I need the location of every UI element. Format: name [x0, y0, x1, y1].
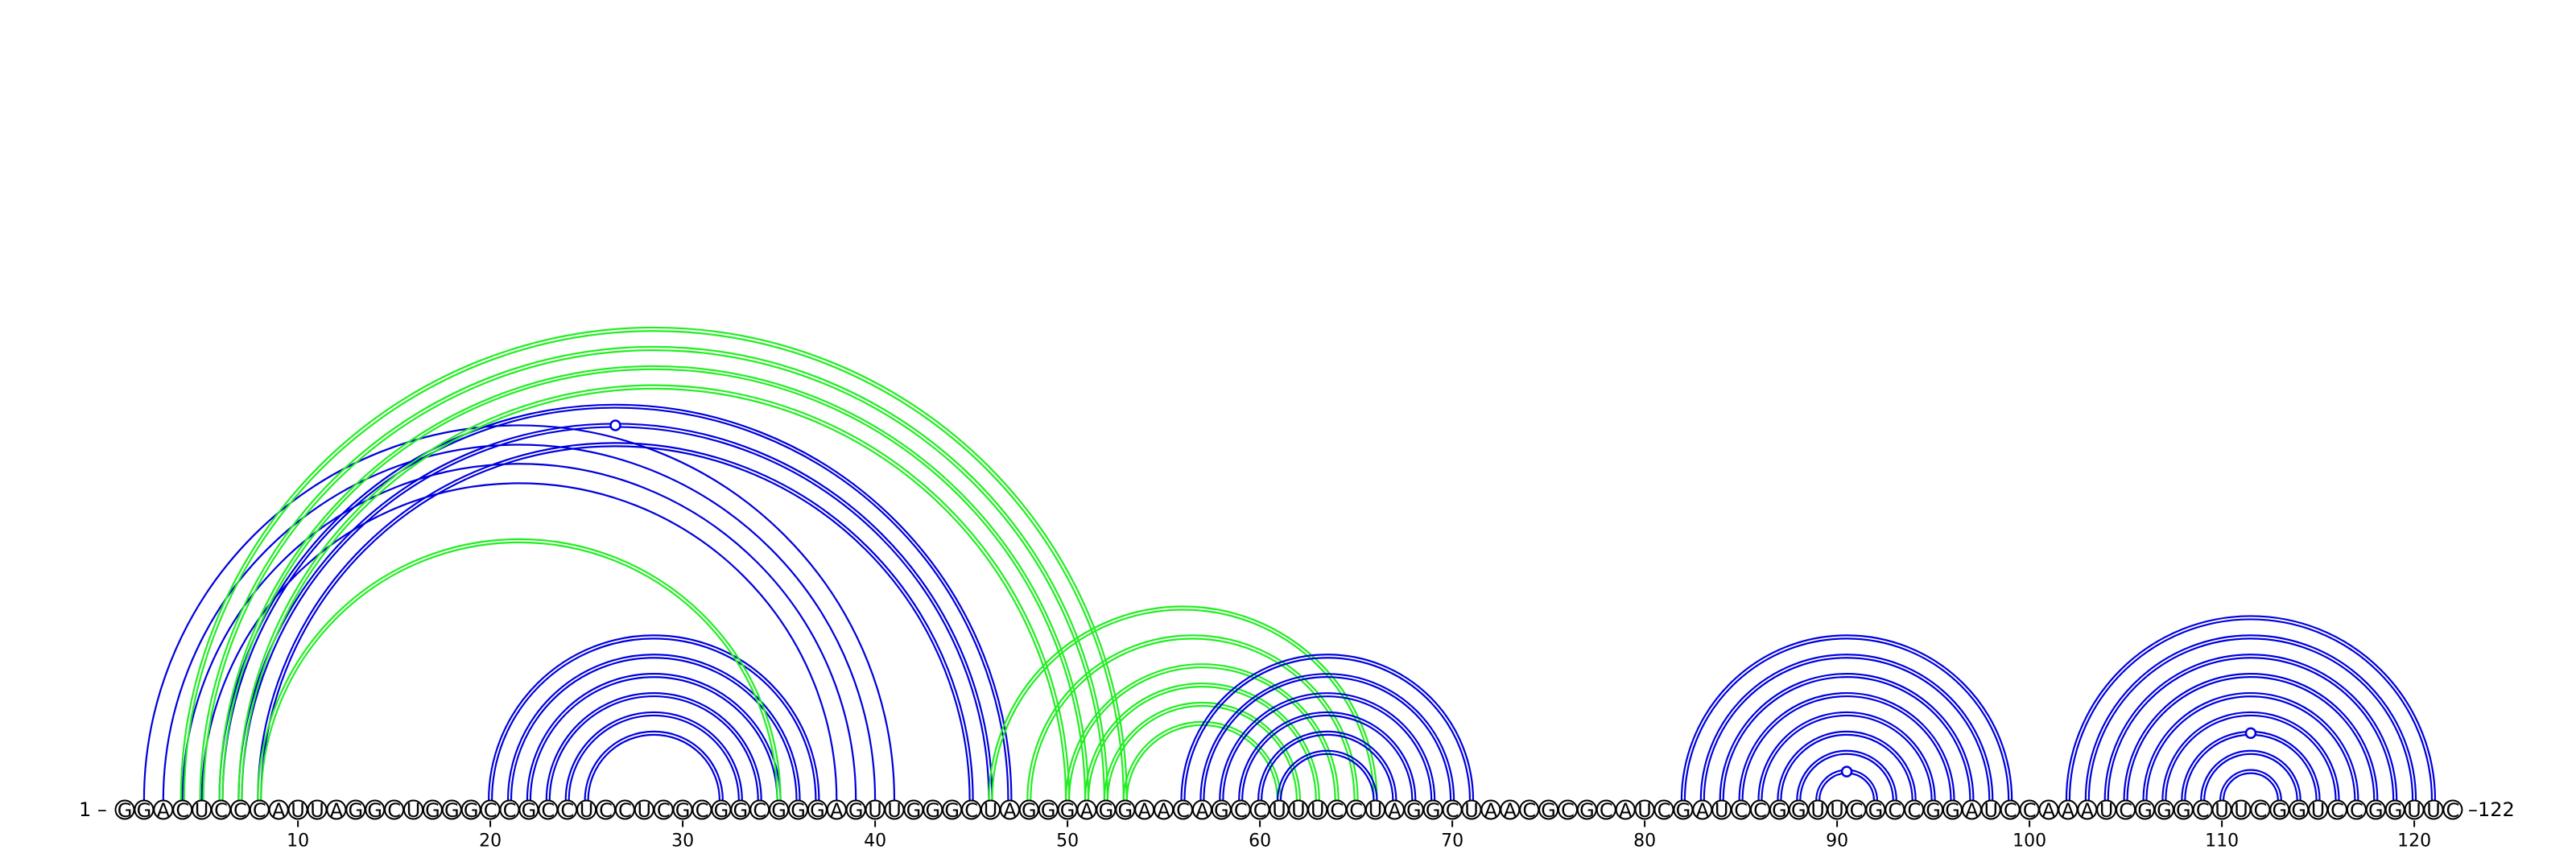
nucleotide-34 — [750, 799, 769, 822]
nucleotide-97 — [1963, 799, 1981, 822]
nucleotide-112 — [2251, 799, 2269, 822]
nucleotide-letter: U — [1311, 799, 1325, 822]
base-pair-arc-109-114 — [2201, 751, 2301, 801]
nucleotide-letter: C — [214, 799, 228, 822]
nucleotide-letter: C — [599, 799, 613, 822]
nucleotide-98 — [1982, 799, 2000, 822]
nucleotide-letter: G — [521, 799, 537, 822]
nucleotide-letter: G — [136, 799, 152, 822]
base-pair-arc-53-61 — [1127, 725, 1278, 801]
tick-label-90: 90 — [1826, 831, 1849, 852]
nucleotide-letter: G — [117, 799, 133, 822]
nucleotide-letter: U — [1291, 799, 1306, 822]
nucleotide-96 — [1943, 799, 1962, 822]
nucleotide-letter: U — [2234, 799, 2248, 822]
base-pair-arc-53-61 — [1124, 722, 1281, 801]
nucleotide-50 — [1059, 799, 1077, 822]
nucleotide-letter: U — [2426, 799, 2441, 822]
nucleotide-7 — [231, 799, 250, 822]
nucleotide-45 — [962, 799, 980, 822]
tick-label-80: 80 — [1633, 831, 1657, 852]
nucleotide-36 — [789, 799, 807, 822]
nucleotide-39 — [847, 799, 865, 822]
nucleotide-letter: G — [713, 799, 729, 822]
nucleotide-letter: U — [2099, 799, 2114, 822]
nucleotide-letter: C — [2022, 799, 2037, 822]
nucleotide-letter: A — [1618, 799, 1633, 822]
nucleotide-letter: G — [675, 799, 691, 822]
nucleotide-48 — [1020, 799, 1038, 822]
nucleotide-letter: C — [2003, 799, 2017, 822]
nucleotide-85 — [1732, 799, 1750, 822]
nucleotide-letter: C — [1253, 799, 1267, 822]
nucleotide-110 — [2213, 799, 2231, 822]
nucleotide-letter: G — [1945, 799, 1960, 822]
nucleotide-letter: G — [367, 799, 383, 822]
nucleotide-letter: G — [1059, 799, 1075, 822]
nucleotide-letter: A — [1695, 799, 1710, 822]
nucleotide-letter: U — [2310, 799, 2326, 822]
nucleotide-40 — [866, 799, 885, 822]
nucleotide-letter: A — [1503, 799, 1517, 822]
nucleotide-25 — [577, 799, 596, 822]
nucleotide-32 — [712, 799, 730, 822]
nucleotide-118 — [2367, 799, 2385, 822]
nucleotide-letter: C — [1599, 799, 1613, 822]
nucleotide-letter: G — [1040, 799, 1056, 822]
nucleotide-letter: C — [2446, 799, 2460, 822]
nucleotide-24 — [558, 799, 576, 822]
nucleotide-70 — [1443, 799, 1462, 822]
sequence-track — [116, 799, 2462, 822]
nucleotide-letter: C — [2195, 799, 2210, 822]
base-pair-arc-48-65 — [1030, 638, 1354, 800]
base-pair-arc-7-46 — [242, 427, 989, 800]
nucleotide-letter: C — [618, 799, 632, 822]
base-pair-arcs — [144, 328, 2435, 801]
nucleotide-100 — [2021, 799, 2039, 822]
nucleotide-20 — [481, 799, 500, 822]
nucleotide-letter: G — [1675, 799, 1691, 822]
nucleotide-letter: G — [906, 799, 922, 822]
nucleotide-102 — [2058, 799, 2077, 822]
nucleotide-89 — [1809, 799, 1827, 822]
nucleotide-61 — [1270, 799, 1289, 822]
nucleotide-letter: A — [1003, 799, 1017, 822]
nucleotide-99 — [2001, 799, 2020, 822]
nucleotide-92 — [1866, 799, 1885, 822]
nucleotide-26 — [597, 799, 615, 822]
nucleotide-letter: C — [175, 799, 190, 822]
nucleotide-letter: A — [1965, 799, 1979, 822]
nucleotide-13 — [346, 799, 365, 822]
tick-label-50: 50 — [1056, 831, 1080, 852]
nucleotide-93 — [1885, 799, 1904, 822]
nucleotide-69 — [1424, 799, 1443, 822]
nucleotide-letter: C — [2350, 799, 2363, 822]
nucleotide-letter: G — [1868, 799, 1884, 822]
nucleotide-letter: U — [2215, 799, 2229, 822]
nucleotide-letter: U — [310, 799, 324, 822]
nucleotide-23 — [539, 799, 557, 822]
nucleotide-letter: G — [1117, 799, 1133, 822]
nucleotide-letter: U — [887, 799, 902, 822]
nucleotide-letter: U — [1637, 799, 1652, 822]
nucleotide-8 — [250, 799, 269, 822]
nucleotide-letter: G — [1098, 799, 1114, 822]
nucleotide-88 — [1790, 799, 1808, 822]
nucleotide-71 — [1463, 799, 1481, 822]
nucleotide-letter: G — [733, 799, 749, 822]
nucleotide-28 — [635, 799, 654, 822]
nucleotide-letter: U — [1984, 799, 1999, 822]
nucleotide-letter: G — [771, 799, 786, 822]
base-pair-arc-24-33 — [569, 716, 739, 801]
nucleotide-letter: U — [983, 799, 998, 822]
nucleotide-letter: C — [387, 799, 401, 822]
nucleotide-letter: C — [1330, 799, 1344, 822]
nucleotide-19 — [462, 799, 481, 822]
base-pair-arc-86-95 — [1762, 716, 1932, 801]
nucleotide-letter: G — [848, 799, 864, 822]
nucleotide-54 — [1135, 799, 1154, 822]
nucleotide-letter: G — [810, 799, 825, 822]
nucleotide-2 — [134, 799, 153, 822]
nucleotide-letter: A — [1195, 799, 1209, 822]
nucleotide-21 — [501, 799, 519, 822]
nucleotide-56 — [1174, 799, 1192, 822]
nucleotide-49 — [1039, 799, 1058, 822]
nucleotide-letter: C — [1522, 799, 1537, 822]
nucleotide-letter: C — [1849, 799, 1864, 822]
base-pair-arc-109-114 — [2204, 754, 2297, 801]
nucleotide-letter: G — [1541, 799, 1556, 822]
nucleotide-letter: A — [271, 799, 286, 822]
nucleotide-65 — [1347, 799, 1365, 822]
nucleotide-116 — [2328, 799, 2347, 822]
nucleotide-17 — [423, 799, 442, 822]
nucleotide-letter: A — [329, 799, 344, 822]
nucleotide-94 — [1905, 799, 1923, 822]
nucleotide-letter: U — [1830, 799, 1844, 822]
nucleotide-letter: G — [2368, 799, 2384, 822]
nucleotide-55 — [1154, 799, 1173, 822]
noncanonical-pair-marker-108-115 — [2246, 728, 2256, 738]
nucleotide-letter: G — [2291, 799, 2307, 822]
nucleotide-109 — [2194, 799, 2212, 822]
nucleotide-104 — [2097, 799, 2116, 822]
nucleotide-6 — [212, 799, 230, 822]
nucleotide-103 — [2078, 799, 2096, 822]
nucleotide-86 — [1751, 799, 1769, 822]
nucleotide-75 — [1539, 799, 1558, 822]
nucleotide-107 — [2155, 799, 2174, 822]
noncanonical-pair-marker-89-92 — [1842, 767, 1852, 777]
nucleotide-letter: C — [233, 799, 247, 822]
nucleotide-letter: C — [252, 799, 266, 822]
nucleotide-37 — [808, 799, 827, 822]
nucleotide-letter: U — [194, 799, 209, 822]
nucleotide-87 — [1770, 799, 1789, 822]
nucleotide-95 — [1924, 799, 1942, 822]
base-pair-arc-23-34 — [547, 693, 762, 800]
sequence-start-label: 1 – — [79, 798, 107, 821]
nucleotide-letter: U — [2407, 799, 2421, 822]
nucleotide-letter: G — [425, 799, 440, 822]
nucleotide-letter: G — [2387, 799, 2403, 822]
nucleotide-77 — [1578, 799, 1596, 822]
tick-label-70: 70 — [1441, 831, 1464, 852]
nucleotide-letter: G — [791, 799, 806, 822]
nucleotide-46 — [981, 799, 1000, 822]
nucleotide-76 — [1558, 799, 1577, 822]
nucleotide-14 — [365, 799, 384, 822]
nucleotide-3 — [154, 799, 172, 822]
nucleotide-9 — [270, 799, 288, 822]
nucleotide-letter: G — [925, 799, 941, 822]
nucleotide-33 — [731, 799, 749, 822]
nucleotide-letter: G — [1579, 799, 1595, 822]
nucleotide-57 — [1193, 799, 1212, 822]
base-pair-arc-6-51 — [223, 369, 1086, 801]
base-pair-arc-24-33 — [566, 712, 742, 801]
nucleotide-letter: C — [1233, 799, 1248, 822]
tick-label-20: 20 — [479, 831, 502, 852]
base-pair-arc-110-113 — [2220, 770, 2281, 801]
nucleotide-82 — [1674, 799, 1692, 822]
nucleotide-letter: C — [541, 799, 555, 822]
nucleotide-73 — [1501, 799, 1519, 822]
nucleotide-letter: C — [1888, 799, 1902, 822]
base-pair-arc-5-52 — [200, 347, 1108, 801]
nucleotide-letter: C — [2253, 799, 2268, 822]
nucleotide-letter: C — [1907, 799, 1922, 822]
nucleotide-105 — [2116, 799, 2135, 822]
nucleotide-72 — [1481, 799, 1500, 822]
nucleotide-letter: C — [1657, 799, 1671, 822]
nucleotide-letter: U — [637, 799, 652, 822]
nucleotide-letter: C — [2119, 799, 2132, 822]
nucleotide-letter: C — [695, 799, 709, 822]
nucleotide-letter: A — [156, 799, 171, 822]
nucleotide-letter: U — [1368, 799, 1383, 822]
nucleotide-letter: G — [1425, 799, 1441, 822]
nucleotide-117 — [2347, 799, 2366, 822]
nucleotide-letter: G — [2175, 799, 2191, 822]
tick-label-40: 40 — [864, 831, 887, 852]
base-pair-arc-107-116 — [2162, 712, 2339, 801]
nucleotide-letter: U — [1810, 799, 1825, 822]
nucleotide-letter: C — [483, 799, 497, 822]
nucleotide-68 — [1405, 799, 1423, 822]
nucleotide-67 — [1385, 799, 1404, 822]
nucleotide-letter: G — [1926, 799, 1941, 822]
base-pair-arc-8-35 — [261, 542, 777, 801]
base-pair-arc-106-117 — [2144, 693, 2359, 800]
nucleotide-18 — [443, 799, 461, 822]
nucleotide-101 — [2040, 799, 2058, 822]
nucleotide-letter: C — [1753, 799, 1767, 822]
base-pair-arc-86-95 — [1759, 712, 1935, 801]
nucleotide-29 — [654, 799, 673, 822]
nucleotide-106 — [2136, 799, 2154, 822]
nucleotide-58 — [1212, 799, 1231, 822]
nucleotide-4 — [173, 799, 192, 822]
nucleotide-letter: G — [2272, 799, 2288, 822]
nucleotide-115 — [2309, 799, 2327, 822]
nucleotide-81 — [1655, 799, 1674, 822]
nucleotide-letter: G — [463, 799, 479, 822]
nucleotide-66 — [1366, 799, 1385, 822]
nucleotide-42 — [904, 799, 923, 822]
nucleotide-79 — [1616, 799, 1635, 822]
nucleotide-letter: G — [944, 799, 960, 822]
nucleotide-letter: C — [2330, 799, 2344, 822]
nucleotide-108 — [2174, 799, 2193, 822]
nucleotide-letter: U — [291, 799, 305, 822]
sequence-end-label: –122 — [2468, 798, 2515, 821]
nucleotide-letter: U — [1272, 799, 1286, 822]
noncanonical-pair-marker-7-46 — [610, 420, 620, 430]
nucleotide-41 — [886, 799, 904, 822]
nucleotide-5 — [192, 799, 211, 822]
nucleotide-78 — [1597, 799, 1616, 822]
nucleotide-38 — [828, 799, 846, 822]
nucleotide-12 — [327, 799, 345, 822]
nucleotide-letter: A — [2041, 799, 2056, 822]
tick-label-120: 120 — [2397, 831, 2432, 852]
nucleotide-119 — [2386, 799, 2405, 822]
nucleotide-74 — [1520, 799, 1538, 822]
tick-label-30: 30 — [671, 831, 695, 852]
base-pair-arc-4-39 — [183, 464, 856, 800]
nucleotide-letter: G — [1213, 799, 1229, 822]
nucleotide-111 — [2232, 799, 2251, 822]
nucleotide-44 — [943, 799, 961, 822]
base-pair-arc-85-96 — [1740, 693, 1955, 800]
tick-label-110: 110 — [2205, 831, 2240, 852]
nucleotide-113 — [2270, 799, 2289, 822]
nucleotide-22 — [519, 799, 538, 822]
nucleotide-letter: C — [1734, 799, 1748, 822]
base-pair-arc-25-32 — [585, 732, 723, 801]
nucleotide-letter: C — [753, 799, 767, 822]
nucleotide-letter: A — [2080, 799, 2095, 822]
nucleotide-letter: G — [1021, 799, 1037, 822]
nucleotide-30 — [674, 799, 692, 822]
nucleotide-letter: C — [560, 799, 575, 822]
nucleotide-27 — [616, 799, 634, 822]
tick-label-10: 10 — [287, 831, 310, 852]
nucleotide-letter: U — [406, 799, 421, 822]
nucleotide-letter: A — [2061, 799, 2075, 822]
position-axis — [287, 821, 2431, 852]
nucleotide-letter: U — [1714, 799, 1729, 822]
base-pair-arc-25-32 — [588, 735, 720, 801]
nucleotide-letter: A — [1484, 799, 1498, 822]
nucleotide-letter: G — [1406, 799, 1422, 822]
nucleotide-91 — [1847, 799, 1866, 822]
nucleotide-53 — [1116, 799, 1134, 822]
nucleotide-letter: C — [1176, 799, 1190, 822]
nucleotide-90 — [1828, 799, 1847, 822]
nucleotide-letter: C — [502, 799, 517, 822]
nucleotide-letter: A — [830, 799, 844, 822]
nucleotide-43 — [923, 799, 942, 822]
nucleotide-35 — [770, 799, 788, 822]
nucleotide-59 — [1232, 799, 1250, 822]
nucleotide-80 — [1636, 799, 1654, 822]
nucleotide-letter: G — [1790, 799, 1806, 822]
nucleotide-47 — [1001, 799, 1019, 822]
nucleotide-letter: A — [1080, 799, 1094, 822]
nucleotide-11 — [308, 799, 327, 822]
nucleotide-84 — [1712, 799, 1731, 822]
nucleotide-51 — [1078, 799, 1096, 822]
nucleotide-114 — [2289, 799, 2308, 822]
nucleotide-16 — [404, 799, 423, 822]
nucleotide-15 — [385, 799, 403, 822]
nucleotide-10 — [289, 799, 308, 822]
nucleotide-121 — [2425, 799, 2443, 822]
nucleotide-31 — [693, 799, 712, 822]
base-pair-arc-61-66 — [1278, 751, 1377, 801]
nucleotide-letter: G — [2137, 799, 2153, 822]
nucleotide-letter: A — [1137, 799, 1151, 822]
nucleotide-letter: G — [444, 799, 460, 822]
nucleotide-60 — [1251, 799, 1269, 822]
nucleotide-letter: G — [348, 799, 364, 822]
nucleotide-63 — [1308, 799, 1327, 822]
nucleotide-letter: C — [964, 799, 978, 822]
nucleotide-letter: C — [1445, 799, 1459, 822]
nucleotide-62 — [1289, 799, 1307, 822]
nucleotide-122 — [2443, 799, 2462, 822]
tick-label-100: 100 — [2013, 831, 2047, 852]
base-pair-arc-103-120 — [2089, 638, 2413, 800]
nucleotide-52 — [1096, 799, 1115, 822]
tick-label-60: 60 — [1249, 831, 1272, 852]
nucleotide-letter: U — [868, 799, 882, 822]
nucleotide-letter: A — [1388, 799, 1402, 822]
nucleotide-120 — [2405, 799, 2424, 822]
nucleotide-letter: G — [2157, 799, 2172, 822]
nucleotide-83 — [1693, 799, 1711, 822]
nucleotide-letter: C — [656, 799, 671, 822]
nucleotide-letter: C — [1349, 799, 1363, 822]
nucleotide-letter: A — [1157, 799, 1170, 822]
nucleotide-letter: U — [579, 799, 594, 822]
nucleotide-letter: C — [1561, 799, 1575, 822]
nucleotide-1 — [116, 799, 134, 822]
nucleotide-64 — [1327, 799, 1346, 822]
nucleotide-letter: G — [1772, 799, 1787, 822]
nucleotide-letter: U — [1464, 799, 1479, 822]
